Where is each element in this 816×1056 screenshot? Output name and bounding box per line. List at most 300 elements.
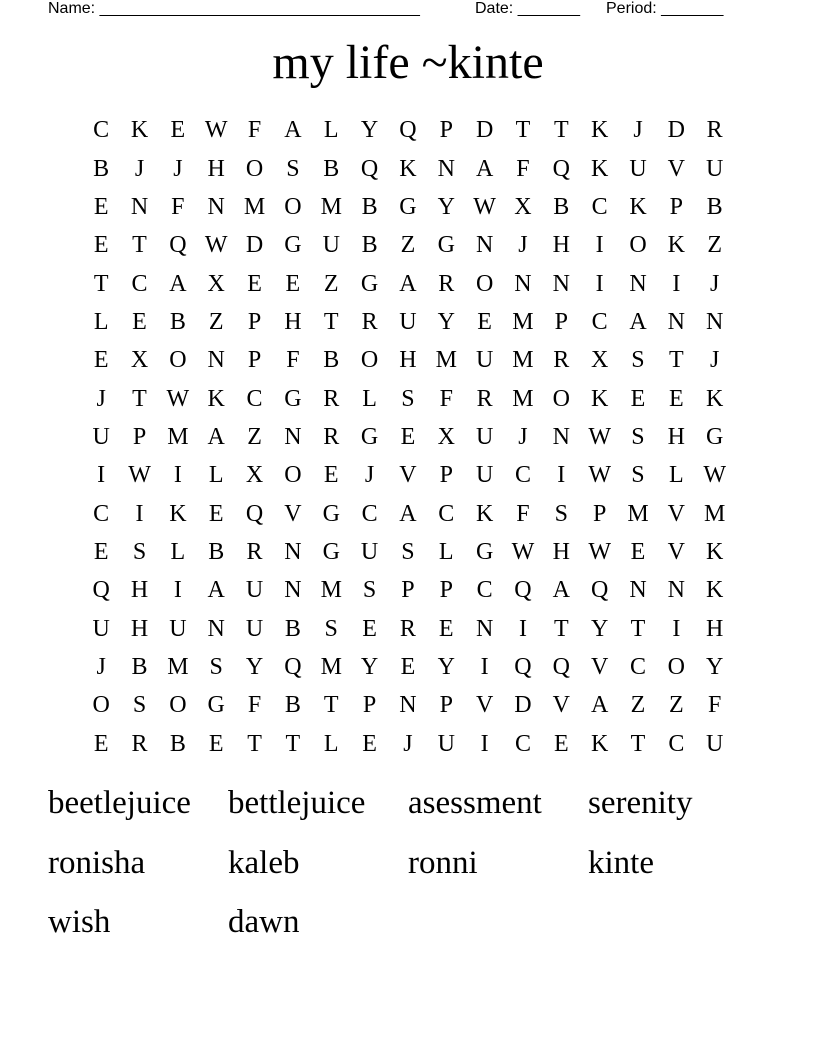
grid-letter[interactable]: J <box>96 653 106 680</box>
grid-letter[interactable]: H <box>706 615 724 642</box>
grid-letter[interactable]: Q <box>284 653 302 680</box>
word-bank-item: kinte <box>588 844 654 881</box>
grid-letter[interactable]: P <box>362 692 377 719</box>
grid-letter[interactable]: E <box>93 347 109 374</box>
grid-letter[interactable]: L <box>668 462 684 489</box>
grid-row <box>82 648 734 686</box>
grid-letter[interactable]: H <box>207 155 225 182</box>
grid-letter[interactable]: P <box>247 347 262 374</box>
grid-letter[interactable]: E <box>362 615 377 642</box>
grid-letter[interactable]: B <box>706 193 723 220</box>
grid-letter[interactable]: I <box>480 653 489 680</box>
grid-letter[interactable]: B <box>361 193 378 220</box>
grid-letter[interactable]: U <box>629 155 647 182</box>
grid-letter[interactable]: Y <box>437 308 455 335</box>
grid-letter[interactable]: Z <box>668 692 684 719</box>
grid-letter[interactable]: G <box>284 385 302 412</box>
grid-letter[interactable]: J <box>633 117 643 144</box>
grid-letter[interactable]: V <box>667 500 685 527</box>
grid-letter[interactable]: H <box>552 538 570 565</box>
grid-row <box>82 341 734 379</box>
grid-letter[interactable]: Q <box>590 577 609 604</box>
grid-letter[interactable]: G <box>322 500 340 527</box>
grid-letter[interactable]: N <box>667 308 685 335</box>
grid-letter[interactable]: B <box>93 155 110 182</box>
grid-letter[interactable]: J <box>710 270 720 297</box>
grid-letter[interactable]: G <box>437 232 455 259</box>
grid-letter[interactable]: E <box>438 615 454 642</box>
grid-letter[interactable]: O <box>552 385 570 412</box>
grid-letter[interactable]: M <box>167 653 189 680</box>
grid-letter[interactable]: C <box>246 385 263 412</box>
grid-letter[interactable]: R <box>246 538 263 565</box>
grid-letter[interactable]: J <box>403 730 413 757</box>
grid-letter[interactable]: G <box>284 232 302 259</box>
grid-letter[interactable]: S <box>401 538 415 565</box>
grid-letter[interactable]: E <box>477 308 492 335</box>
grid-letter[interactable]: O <box>169 692 187 719</box>
grid-letter[interactable]: E <box>323 462 339 489</box>
grid-letter[interactable]: P <box>439 692 453 719</box>
grid-letter[interactable]: B <box>208 538 225 565</box>
grid-letter[interactable]: A <box>169 270 187 297</box>
grid-letter[interactable]: M <box>512 347 534 374</box>
grid-letter[interactable]: U <box>245 577 264 604</box>
grid-letter[interactable]: X <box>130 347 149 374</box>
grid-letter[interactable]: T <box>285 730 301 757</box>
grid-letter[interactable]: N <box>706 308 724 335</box>
grid-letter[interactable]: E <box>208 500 224 527</box>
grid-letter[interactable]: I <box>557 462 566 489</box>
grid-letter[interactable]: U <box>706 155 724 182</box>
grid-letter[interactable]: E <box>285 270 301 297</box>
grid-letter[interactable]: C <box>668 730 685 757</box>
grid-letter[interactable]: H <box>552 232 570 259</box>
grid-letter[interactable]: H <box>284 308 302 335</box>
grid-letter[interactable]: Q <box>169 232 187 259</box>
grid-letter[interactable]: T <box>323 308 339 335</box>
grid-letter[interactable]: K <box>590 730 609 757</box>
grid-letter[interactable]: K <box>130 117 149 144</box>
grid-letter[interactable]: F <box>516 500 530 527</box>
grid-letter[interactable]: W <box>473 193 496 220</box>
grid-letter[interactable]: S <box>209 653 223 680</box>
grid-letter[interactable]: J <box>364 462 375 489</box>
grid-letter[interactable]: G <box>475 538 494 565</box>
grid-letter[interactable]: U <box>475 423 494 450</box>
grid-letter[interactable]: W <box>588 538 611 565</box>
grid-letter[interactable]: S <box>324 615 338 642</box>
grid-letter[interactable]: T <box>132 385 147 412</box>
grid-letter[interactable]: H <box>130 577 149 604</box>
grid-letter[interactable]: O <box>360 347 379 374</box>
grid-letter[interactable]: O <box>284 193 302 220</box>
grid-letter[interactable]: T <box>515 117 531 144</box>
grid-letter[interactable]: N <box>284 538 302 565</box>
grid-letter[interactable]: O <box>667 653 685 680</box>
grid-letter[interactable]: I <box>135 500 144 527</box>
grid-letter[interactable]: R <box>399 615 416 642</box>
grid-letter[interactable]: F <box>247 692 262 719</box>
grid-letter[interactable]: Z <box>247 423 262 450</box>
grid-letter[interactable]: W <box>588 462 611 489</box>
grid-letter[interactable]: Y <box>706 653 724 680</box>
grid-letter[interactable]: Q <box>552 155 570 182</box>
grid-letter[interactable]: X <box>514 193 532 220</box>
grid-letter[interactable]: S <box>132 538 147 565</box>
grid-row <box>82 609 734 647</box>
grid-letter[interactable]: T <box>93 270 109 297</box>
grid-letter[interactable]: J <box>134 155 145 182</box>
grid-letter[interactable]: Z <box>323 270 339 297</box>
grid-letter[interactable]: Q <box>552 653 570 680</box>
grid-letter[interactable]: U <box>322 232 340 259</box>
grid-letter[interactable]: D <box>475 117 494 144</box>
grid-letter[interactable]: V <box>284 500 302 527</box>
grid-letter[interactable]: F <box>247 117 262 144</box>
grid-letter[interactable]: D <box>245 232 264 259</box>
grid-letter[interactable]: G <box>360 270 379 297</box>
grid-letter[interactable]: X <box>207 270 225 297</box>
grid-letter[interactable]: W <box>128 462 151 489</box>
grid-letter[interactable]: L <box>170 538 186 565</box>
grid-letter[interactable]: N <box>514 270 532 297</box>
grid-letter[interactable]: J <box>518 423 528 450</box>
grid-letter[interactable]: E <box>553 730 569 757</box>
grid-letter[interactable]: C <box>591 308 608 335</box>
grid-letter[interactable]: M <box>320 193 342 220</box>
word-bank-item: bettlejuice <box>228 785 366 821</box>
grid-letter[interactable]: P <box>247 308 262 335</box>
grid-letter[interactable]: E <box>630 538 646 565</box>
grid-letter[interactable]: X <box>245 462 264 489</box>
grid-letter[interactable]: Y <box>437 193 455 220</box>
grid-letter[interactable]: B <box>131 653 148 680</box>
grid-letter[interactable]: B <box>169 308 186 335</box>
grid-letter[interactable]: E <box>132 308 147 335</box>
grid-letter[interactable]: R <box>706 117 723 144</box>
grid-letter[interactable]: I <box>518 615 527 642</box>
grid-letter[interactable]: R <box>438 270 455 297</box>
grid-letter[interactable]: Q <box>245 500 264 527</box>
grid-letter[interactable]: R <box>553 347 570 374</box>
grid-letter[interactable]: E <box>668 385 684 412</box>
grid-letter[interactable]: A <box>399 500 417 527</box>
grid-letter[interactable]: O <box>92 692 110 719</box>
grid-letter[interactable]: C <box>438 500 455 527</box>
grid-letter[interactable]: N <box>130 193 149 220</box>
grid-letter[interactable]: K <box>706 538 724 565</box>
grid-letter[interactable]: A <box>399 270 417 297</box>
grid-letter[interactable]: E <box>93 730 109 757</box>
grid-letter[interactable]: U <box>360 538 379 565</box>
grid-letter[interactable]: T <box>132 232 147 259</box>
grid-letter[interactable]: U <box>169 615 187 642</box>
grid-letter[interactable]: C <box>476 577 493 604</box>
grid-letter[interactable]: R <box>131 730 148 757</box>
grid-letter[interactable]: F <box>286 347 300 374</box>
grid-letter[interactable]: P <box>439 577 453 604</box>
grid-letter[interactable]: T <box>553 117 569 144</box>
grid-letter[interactable]: M <box>512 385 534 412</box>
grid-letter[interactable]: U <box>437 730 455 757</box>
grid-letter[interactable]: S <box>554 500 568 527</box>
grid-letter[interactable]: Q <box>360 155 379 182</box>
grid-letter[interactable]: U <box>706 730 724 757</box>
grid-letter[interactable]: W <box>204 232 228 259</box>
grid-letter[interactable]: I <box>672 270 681 297</box>
grid-letter[interactable]: U <box>475 347 494 374</box>
grid-letter[interactable]: C <box>361 500 378 527</box>
grid-letter[interactable]: A <box>207 577 225 604</box>
grid-letter[interactable]: K <box>590 117 609 144</box>
grid-letter[interactable]: P <box>439 117 453 144</box>
grid-letter[interactable]: N <box>284 577 302 604</box>
grid-letter[interactable]: G <box>207 692 225 719</box>
grid-letter[interactable]: M <box>320 653 342 680</box>
grid-letter[interactable]: C <box>514 462 531 489</box>
grid-letter[interactable]: C <box>93 500 110 527</box>
grid-letter[interactable]: C <box>131 270 148 297</box>
grid-letter[interactable]: Q <box>514 577 532 604</box>
grid-letter[interactable]: K <box>207 385 225 412</box>
grid-letter[interactable]: N <box>284 423 302 450</box>
grid-letter[interactable]: C <box>629 653 646 680</box>
grid-letter[interactable]: W <box>588 423 611 450</box>
grid-letter[interactable]: Q <box>399 117 417 144</box>
grid-letter[interactable]: P <box>401 577 415 604</box>
grid-letter[interactable]: A <box>284 117 302 144</box>
grid-letter[interactable]: G <box>360 423 379 450</box>
grid-letter[interactable]: L <box>208 462 224 489</box>
grid-letter[interactable]: E <box>400 653 416 680</box>
grid-letter[interactable]: A <box>590 692 609 719</box>
grid-letter[interactable]: N <box>552 270 570 297</box>
name-field-label: Name: ____________________________________ <box>48 0 420 17</box>
grid-letter[interactable]: K <box>169 500 187 527</box>
grid-letter[interactable]: U <box>92 423 110 450</box>
grid-letter[interactable]: R <box>323 385 340 412</box>
grid-letter[interactable]: G <box>706 423 724 450</box>
grid-letter[interactable]: O <box>284 462 302 489</box>
grid-letter[interactable]: Y <box>590 615 609 642</box>
grid-letter[interactable]: H <box>399 347 417 374</box>
grid-letter[interactable]: T <box>553 615 569 642</box>
grid-letter[interactable]: O <box>629 232 647 259</box>
grid-letter[interactable]: B <box>323 155 340 182</box>
grid-letter[interactable]: O <box>475 270 494 297</box>
grid-row <box>82 456 734 494</box>
grid-letter[interactable]: S <box>286 155 300 182</box>
grid-letter[interactable]: N <box>207 615 225 642</box>
grid-letter[interactable]: B <box>169 730 186 757</box>
grid-letter[interactable]: M <box>435 347 457 374</box>
grid-letter[interactable]: B <box>323 347 340 374</box>
grid-letter[interactable]: D <box>514 692 532 719</box>
grid-letter[interactable]: A <box>629 308 647 335</box>
grid-letter[interactable]: A <box>475 155 494 182</box>
grid-letter[interactable]: S <box>401 385 415 412</box>
grid-letter[interactable]: U <box>245 615 264 642</box>
grid-letter[interactable]: I <box>173 462 182 489</box>
grid-letter[interactable]: C <box>591 193 608 220</box>
grid-letter[interactable]: T <box>630 730 646 757</box>
grid-letter[interactable]: J <box>710 347 720 374</box>
grid-letter[interactable]: N <box>552 423 570 450</box>
grid-letter[interactable]: N <box>475 232 494 259</box>
grid-letter[interactable]: Y <box>437 653 455 680</box>
grid-letter[interactable]: K <box>590 155 609 182</box>
grid-letter[interactable]: P <box>132 423 147 450</box>
grid-letter[interactable]: V <box>590 653 609 680</box>
grid-letter[interactable]: V <box>399 462 417 489</box>
grid-letter[interactable]: E <box>362 730 377 757</box>
grid-letter[interactable]: N <box>399 692 417 719</box>
grid-letter[interactable]: V <box>475 692 494 719</box>
grid-letter[interactable]: W <box>511 538 535 565</box>
grid-letter[interactable]: I <box>480 730 489 757</box>
grid-letter[interactable]: G <box>399 193 417 220</box>
grid-letter[interactable]: B <box>361 232 378 259</box>
grid-letter[interactable]: F <box>439 385 453 412</box>
grid-letter[interactable]: K <box>475 500 494 527</box>
grid-letter[interactable]: F <box>516 155 530 182</box>
grid-letter[interactable]: E <box>400 423 416 450</box>
grid-letter[interactable]: P <box>669 193 683 220</box>
grid-letter[interactable]: J <box>518 232 528 259</box>
grid-letter[interactable]: K <box>399 155 417 182</box>
grid-letter[interactable]: W <box>166 385 190 412</box>
grid-letter[interactable]: N <box>207 347 225 374</box>
grid-letter[interactable]: I <box>97 462 106 489</box>
grid-letter[interactable]: U <box>92 615 110 642</box>
grid-letter[interactable]: L <box>438 538 454 565</box>
grid-letter[interactable]: N <box>667 577 685 604</box>
grid-letter[interactable]: Y <box>360 117 379 144</box>
grid-letter[interactable]: A <box>552 577 570 604</box>
grid-letter[interactable]: F <box>707 692 722 719</box>
grid-row <box>82 111 734 149</box>
grid-letter[interactable]: Z <box>208 308 224 335</box>
grid-letter[interactable]: I <box>595 270 604 297</box>
grid-letter[interactable]: G <box>322 538 340 565</box>
grid-letter[interactable]: N <box>475 615 494 642</box>
grid-letter[interactable]: E <box>630 385 646 412</box>
grid-letter[interactable]: L <box>93 308 109 335</box>
grid-letter[interactable]: W <box>703 462 726 489</box>
grid-row <box>82 303 734 341</box>
grid-letter[interactable]: O <box>169 347 187 374</box>
grid-letter[interactable]: Q <box>514 653 532 680</box>
grid-letter[interactable]: K <box>629 193 647 220</box>
grid-letter[interactable]: E <box>93 232 109 259</box>
grid-letter[interactable]: M <box>320 577 342 604</box>
grid-letter[interactable]: K <box>667 232 685 259</box>
grid-letter[interactable]: U <box>475 462 494 489</box>
grid-letter[interactable]: Z <box>400 232 416 259</box>
grid-row <box>82 264 734 302</box>
grid-letter[interactable]: I <box>672 615 681 642</box>
grid-letter[interactable]: S <box>631 347 645 374</box>
grid-letter[interactable]: Y <box>245 653 264 680</box>
grid-letter[interactable]: T <box>630 615 646 642</box>
grid-letter[interactable]: H <box>130 615 149 642</box>
grid-letter[interactable]: N <box>207 193 225 220</box>
grid-letter[interactable]: L <box>323 117 339 144</box>
grid-letter[interactable]: U <box>399 308 417 335</box>
grid-letter[interactable]: Z <box>707 232 722 259</box>
grid-letter[interactable]: E <box>93 193 109 220</box>
grid-letter[interactable]: R <box>361 308 378 335</box>
grid-letter[interactable]: E <box>93 538 109 565</box>
grid-letter[interactable]: E <box>208 730 224 757</box>
grid-letter[interactable]: B <box>284 615 301 642</box>
grid-letter[interactable]: C <box>93 117 110 144</box>
grid-letter[interactable]: I <box>173 577 182 604</box>
grid-letter[interactable]: D <box>667 117 685 144</box>
grid-letter[interactable]: X <box>437 423 455 450</box>
grid-letter[interactable]: S <box>362 577 377 604</box>
grid-letter[interactable]: P <box>554 308 568 335</box>
grid-letter[interactable]: P <box>439 462 453 489</box>
grid-letter[interactable]: R <box>476 385 493 412</box>
grid-letter[interactable]: T <box>323 692 339 719</box>
grid-letter[interactable]: B <box>284 692 301 719</box>
grid-letter[interactable]: M <box>512 308 534 335</box>
grid-letter[interactable]: E <box>170 117 186 144</box>
grid-letter[interactable]: J <box>173 155 183 182</box>
grid-letter[interactable]: E <box>247 270 262 297</box>
grid-letter[interactable]: R <box>323 423 340 450</box>
grid-letter[interactable]: B <box>553 193 570 220</box>
grid-letter[interactable]: M <box>167 423 189 450</box>
grid-letter[interactable]: A <box>207 423 225 450</box>
grid-letter[interactable]: H <box>667 423 685 450</box>
grid-letter[interactable]: S <box>631 462 645 489</box>
grid-letter[interactable]: K <box>706 577 724 604</box>
grid-letter[interactable]: W <box>204 117 228 144</box>
grid-letter[interactable]: M <box>243 193 266 220</box>
grid-letter[interactable]: M <box>627 500 649 527</box>
grid-letter[interactable]: N <box>629 270 647 297</box>
grid-letter[interactable]: N <box>629 577 647 604</box>
grid-letter[interactable]: I <box>595 232 604 259</box>
grid-letter[interactable]: Z <box>630 692 646 719</box>
grid-letter[interactable]: V <box>667 538 685 565</box>
grid-letter[interactable]: F <box>171 193 185 220</box>
grid-letter[interactable]: N <box>437 155 455 182</box>
grid-letter[interactable]: L <box>323 730 339 757</box>
grid-letter[interactable]: P <box>592 500 607 527</box>
grid-letter[interactable]: Q <box>92 577 110 604</box>
grid-letter[interactable]: J <box>96 385 106 412</box>
grid-letter[interactable]: T <box>668 347 684 374</box>
grid-letter[interactable]: S <box>631 423 645 450</box>
grid-letter[interactable]: V <box>552 692 570 719</box>
grid-letter[interactable]: K <box>590 385 609 412</box>
grid-letter[interactable]: O <box>245 155 264 182</box>
grid-letter[interactable]: L <box>362 385 377 412</box>
grid-letter[interactable]: C <box>514 730 531 757</box>
grid-letter[interactable]: X <box>590 347 609 374</box>
grid-letter[interactable]: S <box>132 692 147 719</box>
grid-letter[interactable]: K <box>706 385 724 412</box>
grid-letter[interactable]: V <box>667 155 685 182</box>
grid-letter[interactable]: Y <box>360 653 379 680</box>
grid-letter[interactable]: M <box>704 500 726 527</box>
word-bank-item: kaleb <box>228 844 300 881</box>
grid-letter[interactable]: T <box>247 730 262 757</box>
